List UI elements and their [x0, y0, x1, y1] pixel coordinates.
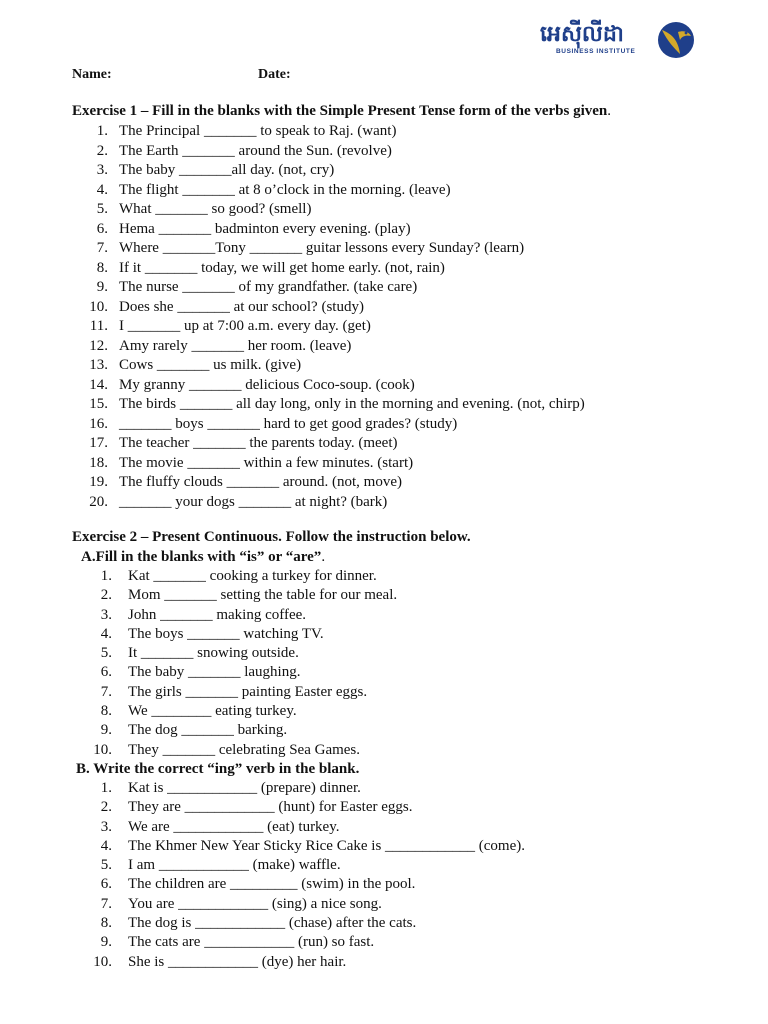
item-text: John _______ making coffee.: [128, 606, 307, 623]
exercise2-part-b-list: [72, 779, 732, 972]
item-number: 8.: [100, 915, 112, 932]
item-number: 12.: [89, 337, 108, 354]
institute-logo: [540, 18, 700, 64]
item-text: We ________ eating turkey.: [128, 703, 297, 720]
worksheet-header: [72, 67, 291, 83]
item-number: 11.: [89, 318, 108, 334]
bird-emblem-icon: [656, 20, 696, 60]
item-number: 3.: [96, 162, 108, 178]
item-text: The baby _______all day. (not, cry): [119, 162, 335, 178]
item-text: Kat _______ cooking a turkey for dinner.: [128, 568, 377, 584]
item-number: 2.: [96, 142, 108, 159]
item-text: The Earth _______ around the Sun. (revolve): [119, 142, 392, 159]
item-text: They are ____________ (hunt) for Easter eggs.: [128, 799, 413, 816]
item-text: _______ boys _______ hard to get good grades? (study): [119, 415, 458, 432]
item-text: Where _______Tony _______ guitar lessons every Sunday? (learn): [119, 240, 525, 256]
list-item: [72, 683, 732, 702]
item-number: 4.: [100, 625, 112, 642]
exercise2-part-a-title: A.Fill in the blanks with “is” or “are”.: [81, 549, 326, 565]
item-number: 4.: [96, 181, 108, 198]
list-item: [72, 259, 732, 279]
item-number: 7.: [96, 240, 108, 256]
item-number: 18.: [89, 454, 108, 471]
item-number: 14.: [89, 376, 108, 393]
exercise1-list: [72, 122, 732, 512]
name-label: Name:: [72, 67, 112, 82]
item-number: 6.: [100, 664, 112, 681]
list-item: [72, 644, 732, 663]
item-number: 6.: [100, 876, 112, 893]
exercise2-part-a-list: [72, 567, 732, 760]
exercise2-part-b-title: B. Write the correct “ing” verb in the blank.: [76, 760, 360, 777]
list-item: [72, 278, 732, 298]
list-item: [72, 415, 732, 435]
item-text: They _______ celebrating Sea Games.: [128, 741, 361, 758]
list-item: [72, 356, 732, 376]
list-item: [72, 837, 732, 856]
item-number: 16.: [89, 415, 108, 432]
item-text: The Khmer New Year Sticky Rice Cake is ____________ (come).: [128, 837, 526, 854]
item-text: The children are _________ (swim) in the pool.: [128, 876, 416, 893]
item-text: The movie _______ within a few minutes. (start): [119, 454, 414, 471]
item-number: 5.: [100, 857, 112, 874]
list-item: [72, 122, 732, 142]
list-item: [72, 454, 732, 474]
item-number: 3.: [100, 606, 112, 623]
item-number: 2.: [100, 799, 112, 816]
list-item: [72, 493, 732, 513]
item-number: 10.: [93, 741, 112, 758]
list-item: [72, 625, 732, 644]
item-text: Mom _______ setting the table for our meal.: [128, 587, 398, 604]
list-item: [72, 875, 732, 894]
item-number: 17.: [89, 435, 108, 451]
item-text: If it _______ today, we will get home early. (not, rain): [119, 259, 445, 276]
item-number: 20.: [89, 493, 108, 510]
item-number: 2.: [100, 587, 112, 604]
item-number: 13.: [89, 357, 108, 373]
item-number: 9.: [100, 934, 112, 951]
list-item: [72, 473, 732, 493]
item-number: 10.: [93, 953, 112, 970]
item-text: We are ____________ (eat) turkey.: [128, 818, 340, 835]
list-item: [72, 779, 732, 798]
exercise1-title: Exercise 1 – Fill in the blanks with the Simple Present Tense form of the verbs given.: [72, 103, 612, 119]
list-item: [72, 317, 732, 337]
list-item: [72, 142, 732, 162]
list-item: [72, 395, 732, 415]
list-item: [72, 376, 732, 396]
list-item: [72, 567, 732, 586]
list-item: [72, 856, 732, 875]
item-text: The baby _______ laughing.: [128, 664, 301, 681]
logo-khmer-text: អេស៊ីលីដា: [540, 22, 624, 47]
item-text: The teacher _______ the parents today. (meet): [119, 435, 398, 451]
item-number: 6.: [96, 220, 108, 237]
list-item: [72, 741, 732, 760]
item-text: The girls _______ painting Easter eggs.: [128, 683, 368, 700]
item-number: 5.: [100, 645, 112, 662]
list-item: [72, 586, 732, 605]
list-item: [72, 702, 732, 721]
item-number: 3.: [100, 818, 112, 835]
list-item: [72, 953, 732, 972]
item-text: Does she _______ at our school? (study): [119, 298, 364, 315]
item-number: 1.: [100, 568, 112, 584]
item-number: 7.: [100, 895, 112, 912]
item-text: The birds _______ all day long, only in the morning and evening. (not, chirp): [119, 396, 585, 412]
item-text: The Principal _______ to speak to Raj. (want): [119, 123, 397, 139]
item-text: The fluffy clouds _______ around. (not, move): [119, 474, 403, 490]
item-number: 9.: [100, 722, 112, 739]
item-text: The dog is ____________ (chase) after the cats.: [128, 915, 417, 932]
item-text: You are ____________ (sing) a nice song.: [128, 895, 382, 912]
item-number: 15.: [89, 396, 108, 412]
item-number: 9.: [96, 279, 108, 295]
item-text: The boys _______ watching TV.: [128, 625, 324, 642]
list-item: [72, 895, 732, 914]
list-item: [72, 434, 732, 454]
list-item: [72, 914, 732, 933]
item-text: What _______ so good? (smell): [119, 201, 312, 217]
item-text: My granny _______ delicious Coco-soup. (cook): [119, 376, 415, 393]
exercise2-title: Exercise 2 – Present Continuous. Follow the instruction below.: [72, 529, 471, 545]
item-text: The nurse _______ of my grandfather. (take care): [119, 279, 418, 295]
item-text: _______ your dogs _______ at night? (bark): [119, 493, 388, 510]
item-number: 8.: [100, 703, 112, 720]
list-item: [72, 220, 732, 240]
list-item: [72, 798, 732, 817]
item-number: 4.: [100, 837, 112, 854]
item-text: She is ____________ (dye) her hair.: [128, 953, 347, 970]
item-text: Cows _______ us milk. (give): [119, 357, 302, 373]
item-text: Hema _______ badminton every evening. (play): [119, 220, 411, 237]
list-item: [72, 298, 732, 318]
list-item: [72, 200, 732, 220]
item-text: Kat is ____________ (prepare) dinner.: [128, 779, 361, 796]
list-item: [72, 818, 732, 837]
list-item: [72, 606, 732, 625]
list-item: [72, 239, 732, 259]
item-text: It _______ snowing outside.: [128, 645, 299, 662]
item-text: I _______ up at 7:00 a.m. every day. (get): [119, 318, 371, 334]
list-item: [72, 161, 732, 181]
item-number: 10.: [89, 298, 108, 315]
logo-subtitle: BUSINESS INSTITUTE: [556, 48, 636, 55]
item-text: The flight _______ at 8 o’clock in the morning. (leave): [119, 181, 451, 198]
item-number: 7.: [100, 683, 112, 700]
item-number: 1.: [96, 123, 108, 139]
list-item: [72, 181, 732, 201]
item-number: 1.: [100, 779, 112, 796]
item-number: 5.: [96, 201, 108, 217]
worksheet-content: [72, 101, 732, 972]
list-item: [72, 721, 732, 740]
item-text: I am ____________ (make) waffle.: [128, 857, 341, 874]
item-text: The dog _______ barking.: [128, 722, 288, 739]
item-number: 8.: [96, 259, 108, 276]
list-item: [72, 663, 732, 682]
list-item: [72, 933, 732, 952]
item-number: 19.: [89, 474, 108, 490]
item-text: Amy rarely _______ her room. (leave): [119, 337, 352, 354]
list-item: [72, 337, 732, 357]
item-text: The cats are ____________ (run) so fast.: [128, 934, 375, 951]
date-label: Date:: [258, 67, 291, 82]
